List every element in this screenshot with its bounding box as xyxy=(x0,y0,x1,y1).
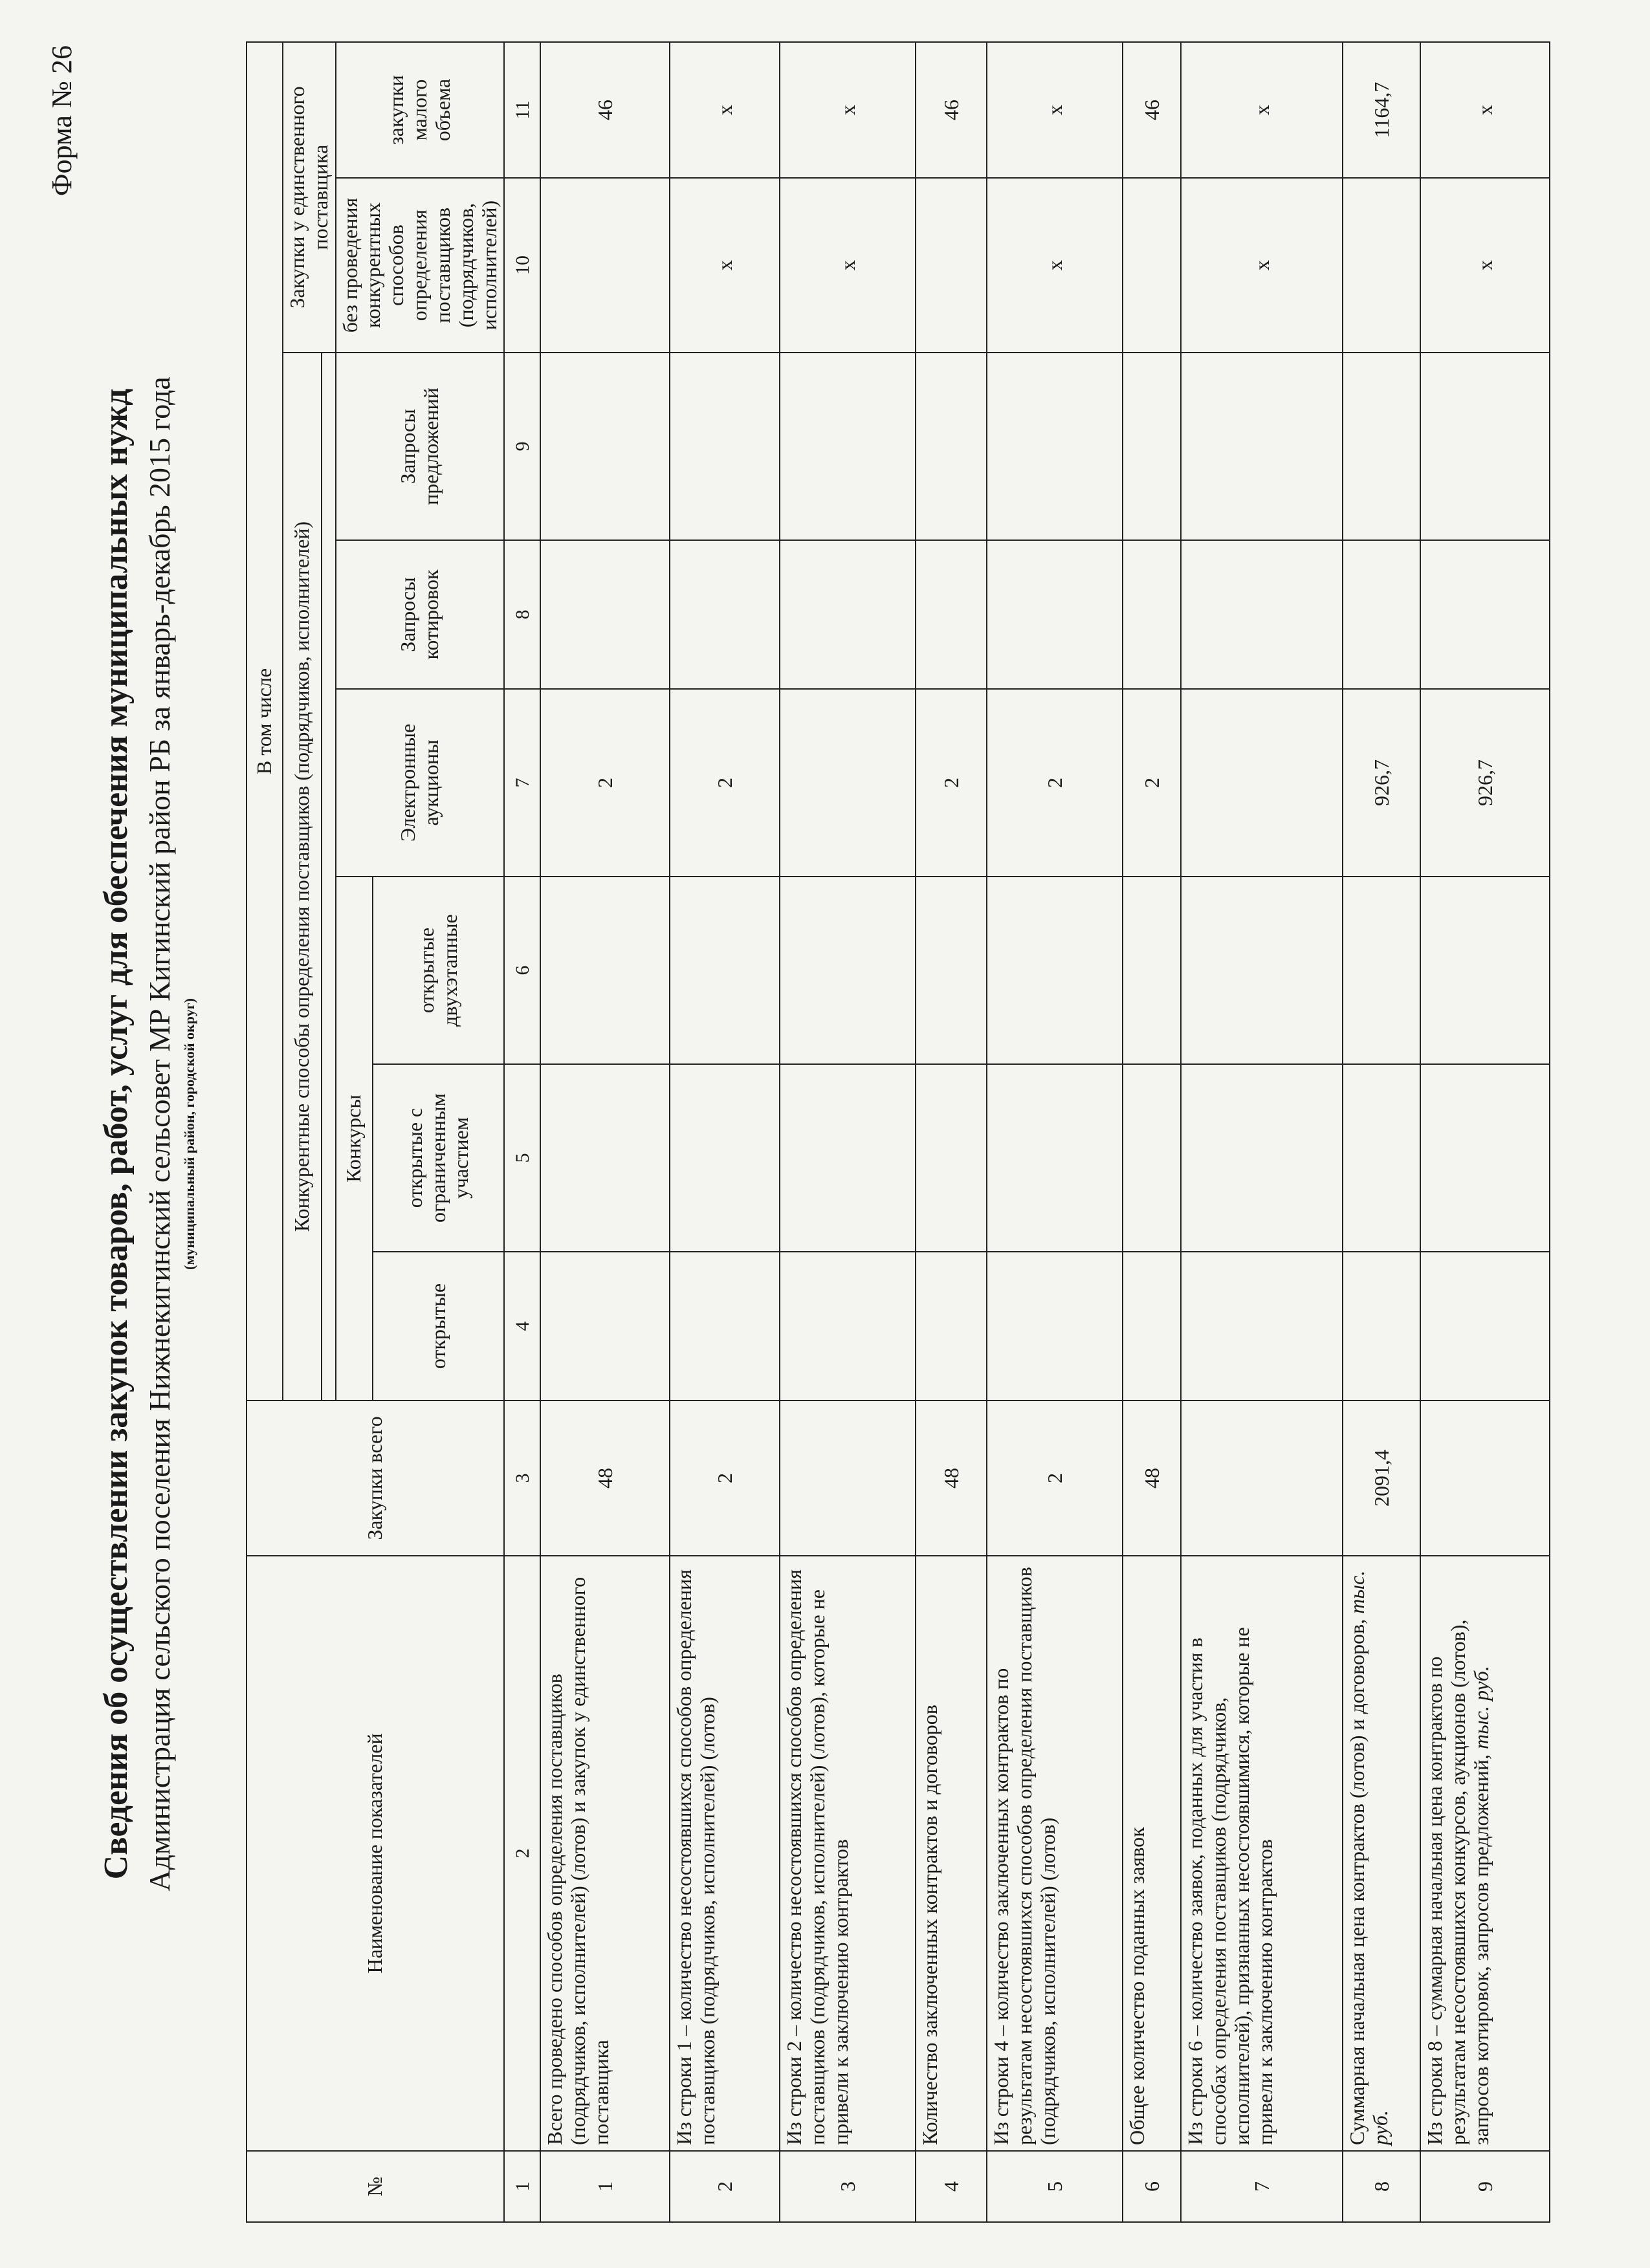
indicator-name xyxy=(916,1556,987,2151)
value-cell: 2 xyxy=(916,689,987,877)
table-row xyxy=(1123,42,1181,2222)
value-cell: 48 xyxy=(540,1401,670,1556)
value-cell: 48 xyxy=(1123,1401,1181,1556)
value-cell: 2 xyxy=(670,689,780,877)
header-spacer xyxy=(322,353,336,1401)
indicator-text: Из строки 8 – суммарная начальная цена контрактов по результатам несостоявшихся конкурсов, аукционов (лотов), запросов котировок, запросов предложений, xyxy=(1423,1619,1493,2145)
row-number: 9 xyxy=(1420,2151,1550,2222)
header-proposals: Запросы предложений xyxy=(336,353,505,540)
value-cell: 46 xyxy=(1123,42,1181,178)
value-cell xyxy=(1181,877,1343,1064)
value-cell xyxy=(916,540,987,689)
value-cell: 2 xyxy=(540,689,670,877)
value-cell xyxy=(1123,1064,1181,1252)
value-cell: 926,7 xyxy=(1420,689,1550,877)
table-row xyxy=(1420,42,1550,2222)
header-name: Наименование показателей xyxy=(247,1556,504,2151)
indicator-text: Из строки 2 – количество несостоявшихся способов определения поставщиков (подрядчиков, исполнителей) (лотов), которые не привели к заключению контрактов xyxy=(782,1569,853,2145)
value-cell: х xyxy=(987,178,1123,353)
column-number: 1 xyxy=(504,2151,540,2222)
indicator-text: Из строки 4 – количество заключенных контрактов по результатам несостоявшихся способов определения поставщиков (подрядчиков, исполнителей) (лотов) xyxy=(989,1567,1060,2145)
indicator-text: Количество заключенных контрактов и договоров xyxy=(918,1705,942,2145)
value-cell xyxy=(780,540,916,689)
value-cell: 46 xyxy=(540,42,670,178)
value-cell xyxy=(540,353,670,540)
value-cell xyxy=(780,1252,916,1401)
value-cell xyxy=(916,1252,987,1401)
column-number: 11 xyxy=(504,42,540,178)
value-cell: х xyxy=(780,42,916,178)
indicator-name xyxy=(987,1556,1123,2151)
value-cell xyxy=(1420,1252,1550,1401)
header-limited: открытые с ограниченным участием xyxy=(373,1064,505,1252)
header-contests: Конкурсы xyxy=(336,877,373,1401)
header-competitive: Конкурентные способы определения поставщиков (подрядчиков, исполнителей) xyxy=(283,353,322,1401)
value-cell xyxy=(1420,353,1550,540)
document-subnote: (муниципальный район, городской округ) xyxy=(181,998,197,1270)
value-cell xyxy=(780,1401,916,1556)
value-cell xyxy=(670,877,780,1064)
value-cell xyxy=(780,1064,916,1252)
column-number: 4 xyxy=(504,1252,540,1401)
value-cell: 2 xyxy=(670,1401,780,1556)
value-cell: 46 xyxy=(916,42,987,178)
value-cell: х xyxy=(1181,178,1343,353)
value-cell xyxy=(1181,1252,1343,1401)
value-cell xyxy=(1343,877,1420,1064)
value-cell xyxy=(1420,1401,1550,1556)
value-cell xyxy=(780,353,916,540)
value-cell xyxy=(1123,1252,1181,1401)
header-quotations: Запросы котировок xyxy=(336,540,505,689)
column-numbers-row xyxy=(504,42,540,2222)
column-number: 10 xyxy=(504,178,540,353)
value-cell: х xyxy=(670,42,780,178)
value-cell xyxy=(1343,540,1420,689)
value-cell xyxy=(1420,540,1550,689)
value-cell: х xyxy=(987,42,1123,178)
indicator-name xyxy=(780,1556,916,2151)
column-number: 2 xyxy=(504,1556,540,2151)
value-cell: х xyxy=(1420,42,1550,178)
value-cell xyxy=(1420,877,1550,1064)
value-cell xyxy=(670,353,780,540)
row-number: 8 xyxy=(1343,2151,1420,2222)
value-cell xyxy=(916,877,987,1064)
value-cell xyxy=(987,353,1123,540)
value-cell: 1164,7 xyxy=(1343,42,1420,178)
value-cell xyxy=(1123,353,1181,540)
value-cell xyxy=(540,540,670,689)
value-cell xyxy=(916,1064,987,1252)
table-row xyxy=(1343,42,1420,2222)
value-cell xyxy=(987,1252,1123,1401)
value-cell xyxy=(670,1252,780,1401)
table-row xyxy=(916,42,987,2222)
value-cell xyxy=(540,877,670,1064)
indicator-text: Общее количество поданных заявок xyxy=(1125,1827,1149,2145)
header-no-competitive: без проведения конкурентных способов определения поставщиков (подрядчиков, исполнителей) xyxy=(336,178,505,353)
value-cell xyxy=(540,1064,670,1252)
value-cell: 2 xyxy=(987,1401,1123,1556)
value-cell: х xyxy=(1181,42,1343,178)
form-number: Форма № 26 xyxy=(46,45,78,197)
value-cell xyxy=(987,877,1123,1064)
row-number: 1 xyxy=(540,2151,670,2222)
value-cell xyxy=(1181,689,1343,877)
value-cell xyxy=(540,1252,670,1401)
indicator-text: Всего проведено способов определения поставщиков (подрядчиков, исполнителей) (лотов) и закупок у единственного поставщика xyxy=(543,1576,613,2145)
column-number: 6 xyxy=(504,877,540,1064)
row-number: 6 xyxy=(1123,2151,1181,2222)
column-number: 8 xyxy=(504,540,540,689)
value-cell xyxy=(1181,353,1343,540)
row-number: 5 xyxy=(987,2151,1123,2222)
table-row xyxy=(987,42,1123,2222)
header-total: Закупки всего xyxy=(247,1401,504,1556)
value-cell: 2 xyxy=(987,689,1123,877)
indicator-unit: тыс. руб. xyxy=(1469,1666,1493,1750)
column-number: 9 xyxy=(504,353,540,540)
value-cell xyxy=(1343,353,1420,540)
indicator-name xyxy=(670,1556,780,2151)
indicator-name xyxy=(1420,1556,1550,2151)
column-number: 5 xyxy=(504,1064,540,1252)
column-number: 3 xyxy=(504,1401,540,1556)
value-cell: х xyxy=(1420,178,1550,353)
value-cell xyxy=(1123,877,1181,1064)
indicator-name xyxy=(1181,1556,1343,2151)
value-cell xyxy=(1343,1252,1420,1401)
value-cell xyxy=(987,1064,1123,1252)
header-small-volume: закупки малого объема xyxy=(336,42,505,178)
header-single-supplier: Закупки у единственного поставщика xyxy=(283,42,336,353)
document-title: Сведения об осуществлении закупок товаров, работ, услуг для обеспечения муниципальных нужд xyxy=(98,388,135,1880)
value-cell xyxy=(1123,540,1181,689)
header-including: В том числе xyxy=(247,42,283,1401)
document-subtitle: Администрация сельского поселения Нижнекигинский сельсовет МР Кигинский район РБ за январь-декабрь 2015 года xyxy=(143,376,176,1892)
value-cell: 48 xyxy=(916,1401,987,1556)
row-number: 4 xyxy=(916,2151,987,2222)
value-cell: х xyxy=(670,178,780,353)
column-number: 7 xyxy=(504,689,540,877)
indicator-name xyxy=(1343,1556,1420,2151)
value-cell xyxy=(1123,178,1181,353)
indicator-unit: тыс. руб. xyxy=(1345,1570,1392,2145)
value-cell: 2 xyxy=(1123,689,1181,877)
value-cell xyxy=(540,178,670,353)
table-row xyxy=(780,42,916,2222)
value-cell xyxy=(780,877,916,1064)
value-cell xyxy=(1420,1064,1550,1252)
value-cell xyxy=(670,1064,780,1252)
table-row xyxy=(1181,42,1343,2222)
table-row xyxy=(670,42,780,2222)
row-number: 7 xyxy=(1181,2151,1343,2222)
row-number: 3 xyxy=(780,2151,916,2222)
value-cell: 926,7 xyxy=(1343,689,1420,877)
value-cell xyxy=(780,689,916,877)
value-cell xyxy=(916,178,987,353)
value-cell xyxy=(670,540,780,689)
value-cell xyxy=(1343,1064,1420,1252)
indicator-text: Из строки 1 – количество несостоявшихся способов определения поставщиков (подрядчиков, исполнителей) (лотов) xyxy=(672,1569,720,2145)
header-num: № xyxy=(247,2151,504,2222)
indicator-name xyxy=(540,1556,670,2151)
indicator-name xyxy=(1123,1556,1181,2151)
value-cell: 2091,4 xyxy=(1343,1401,1420,1556)
value-cell xyxy=(1343,178,1420,353)
value-cell: х xyxy=(780,178,916,353)
value-cell xyxy=(1181,1064,1343,1252)
table-row xyxy=(540,42,670,2222)
header-two-stage: открытые двухэтапные xyxy=(373,877,505,1064)
header-open: открытые xyxy=(373,1252,505,1401)
value-cell xyxy=(1181,540,1343,689)
indicator-text: Из строки 6 – количество заявок, поданных для участия в способах определения поставщиков (подрядчиков, исполнителей), признанных несостоявшимися, которые не привели к заключению контрактов xyxy=(1183,1627,1277,2145)
value-cell xyxy=(1181,1401,1343,1556)
procurement-table xyxy=(246,41,1550,2223)
value-cell xyxy=(916,353,987,540)
value-cell xyxy=(987,540,1123,689)
row-number: 2 xyxy=(670,2151,780,2222)
header-auctions: Электронные аукционы xyxy=(336,689,505,877)
indicator-text: Суммарная начальная цена контрактов (лотов) и договоров, xyxy=(1345,1613,1369,2145)
